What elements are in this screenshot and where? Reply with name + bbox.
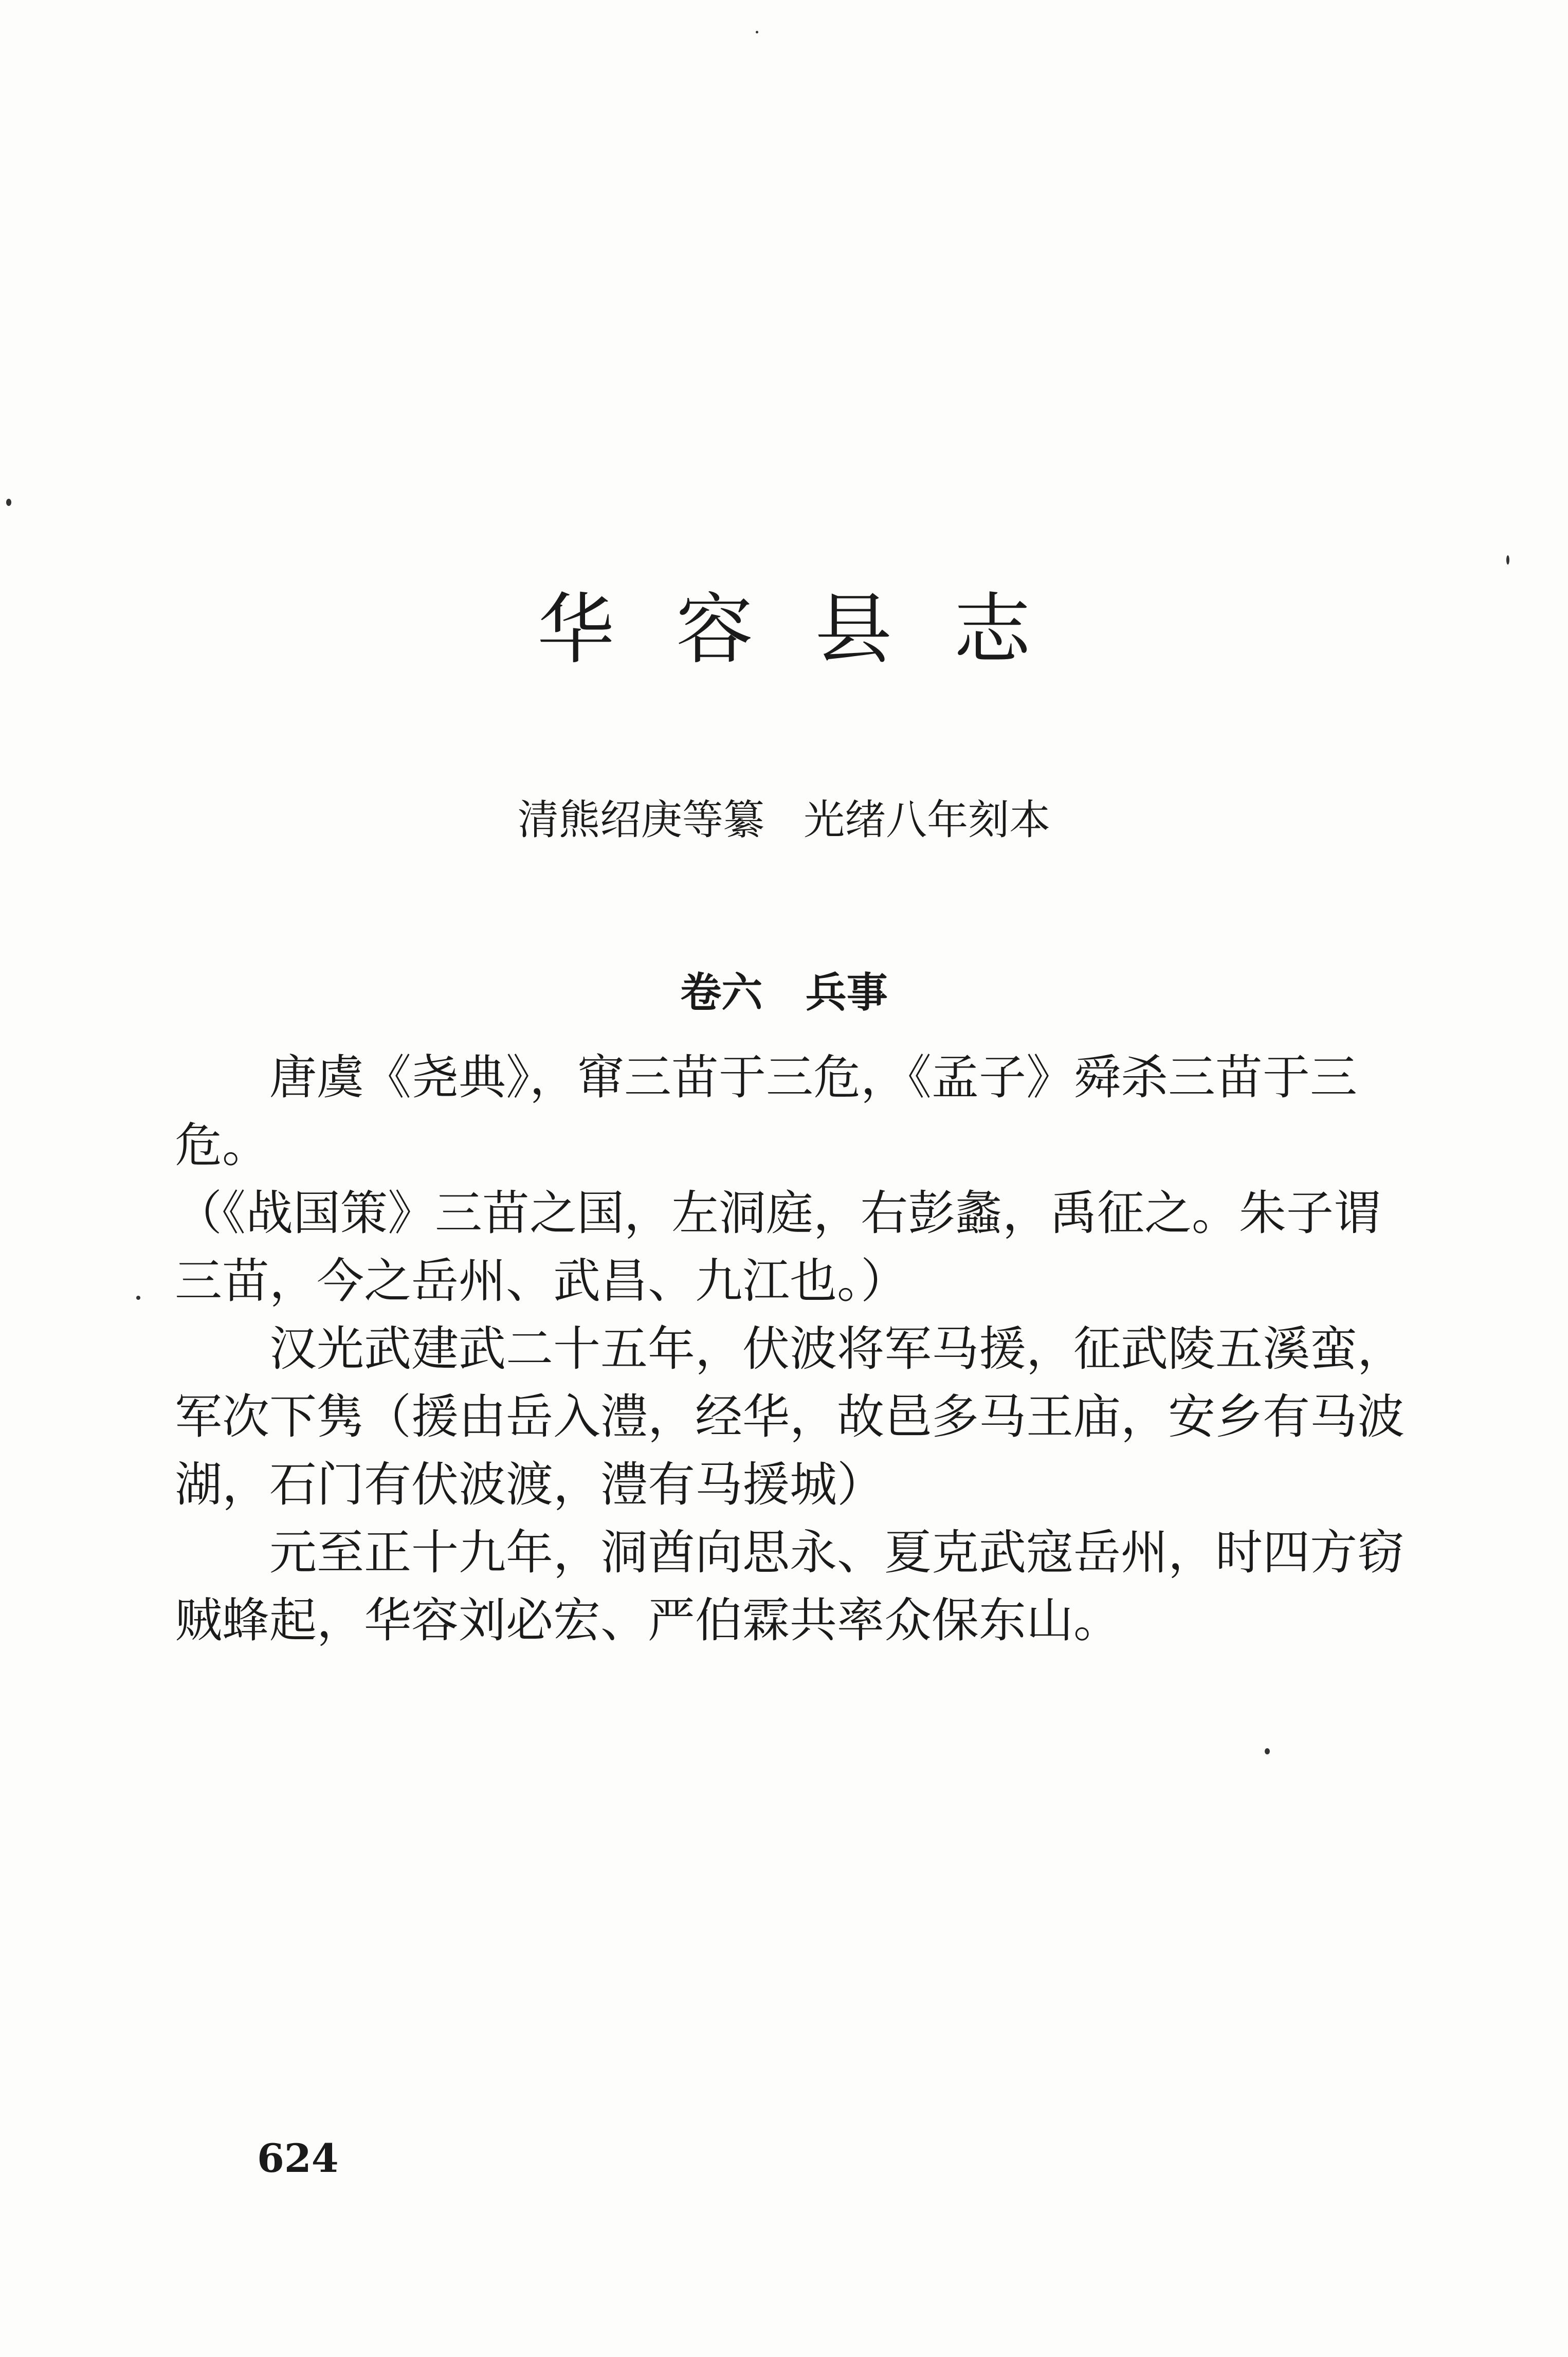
paragraph-han-guangwu: 汉光武建武二十五年，伏波将军马援，征武陵五溪蛮，军次下隽（援由岳入澧，经华，故邑多马王庙，安乡有马波湖，石门有伏波渡，澧有马援城） xyxy=(175,1321,1405,1512)
scan-speck xyxy=(6,499,11,506)
scan-speck xyxy=(136,1296,140,1300)
section-heading: 卷六 兵事 xyxy=(680,968,888,1017)
scan-speck xyxy=(756,31,758,33)
paragraph-yuan-zhizheng: 元至正十九年，洞酋向思永、夏克武寇岳州，时四方窃贼蜂起，华容刘必宏、严伯霖共率众保东山。 xyxy=(175,1525,1405,1648)
paragraph-annotation-zhanguoce: （《战国策》三苗之国，左洞庭，右彭蠡，禹征之。朱子谓三苗，今之岳州、武昌、九江也。） xyxy=(175,1186,1381,1309)
page-number: 624 xyxy=(257,2135,339,2181)
body-text xyxy=(175,1044,1409,1655)
scan-speck xyxy=(1265,1748,1270,1754)
paragraph-yao-dian: 唐虞《尧典》，窜三苗于三危，《孟子》舜杀三苗于三危。 xyxy=(175,1050,1358,1173)
scan-speck xyxy=(1506,555,1509,565)
subtitle-compiler-edition: 清熊绍庚等纂 光绪八年刻本 xyxy=(517,796,1051,844)
page-title: 华容县志 xyxy=(537,585,1092,675)
